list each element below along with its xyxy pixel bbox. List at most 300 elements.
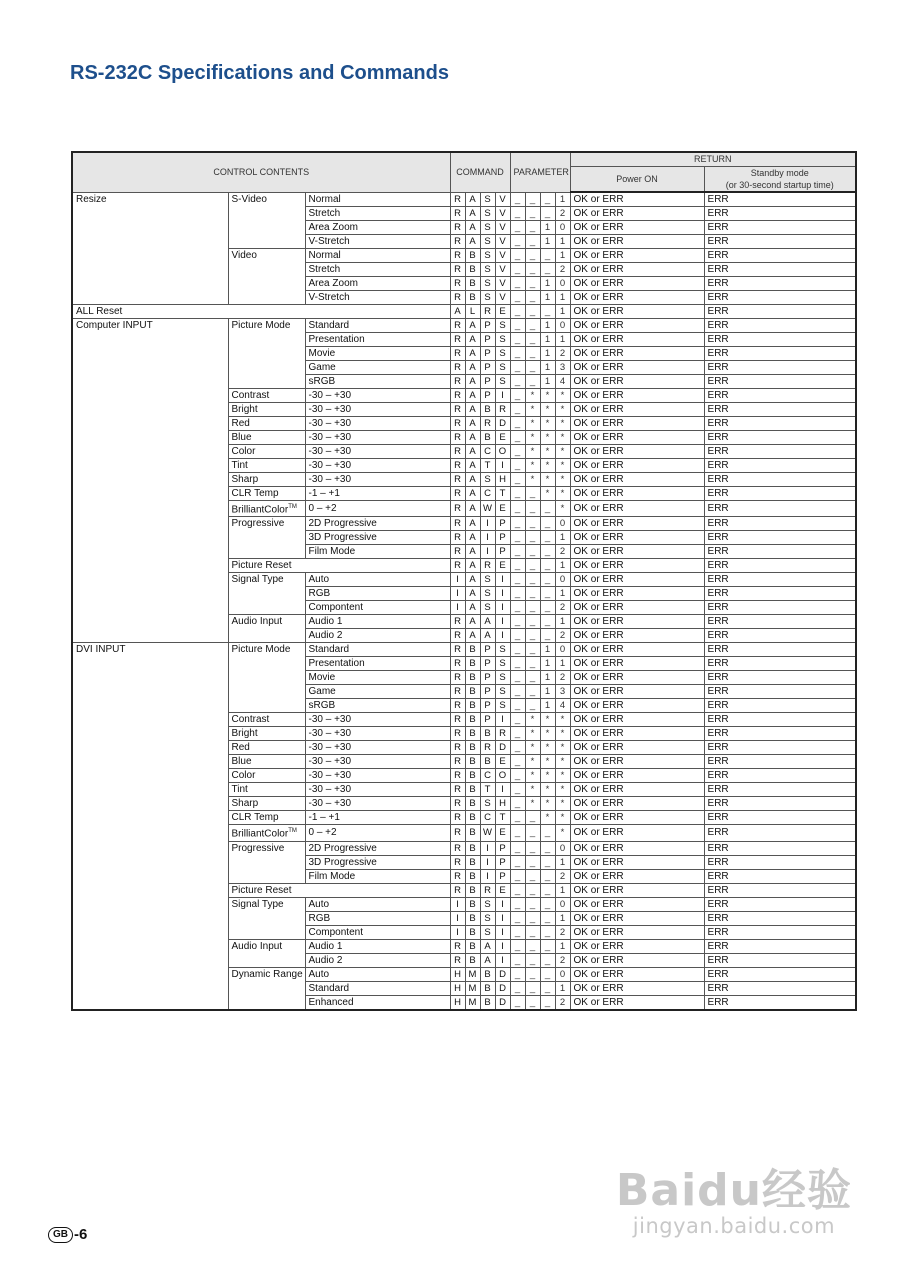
- return-power-on: OK or ERR: [570, 825, 704, 841]
- item-label: -30 – +30: [305, 473, 450, 487]
- sub-label-text: Contrast: [231, 390, 270, 401]
- return-power-on: OK or ERR: [570, 869, 704, 883]
- item-label: Audio 1: [305, 939, 450, 953]
- item-label: Stretch: [305, 263, 450, 277]
- command-char: S: [480, 797, 495, 811]
- parameter-char: _: [510, 967, 525, 981]
- command-char: B: [480, 967, 495, 981]
- command-char: S: [480, 925, 495, 939]
- parameter-char: _: [525, 333, 540, 347]
- command-char: W: [480, 501, 495, 517]
- parameter-char: 1: [555, 559, 570, 573]
- return-standby: ERR: [704, 911, 856, 925]
- return-power-on: OK or ERR: [570, 431, 704, 445]
- return-standby: ERR: [704, 939, 856, 953]
- command-char: V: [495, 277, 510, 291]
- parameter-char: _: [540, 939, 555, 953]
- return-standby: ERR: [704, 263, 856, 277]
- command-char: R: [450, 291, 465, 305]
- parameter-char: _: [510, 855, 525, 869]
- return-power-on: OK or ERR: [570, 361, 704, 375]
- parameter-char: _: [525, 855, 540, 869]
- command-char: S: [480, 235, 495, 249]
- parameter-char: *: [540, 811, 555, 825]
- return-power-on: OK or ERR: [570, 473, 704, 487]
- command-char: A: [480, 939, 495, 953]
- parameter-char: _: [525, 221, 540, 235]
- parameter-char: _: [510, 417, 525, 431]
- item-label: RGB: [305, 587, 450, 601]
- command-char: V: [495, 263, 510, 277]
- item-label: Movie: [305, 347, 450, 361]
- item-label: Audio 1: [305, 615, 450, 629]
- return-standby: ERR: [704, 403, 856, 417]
- command-char: R: [450, 221, 465, 235]
- parameter-char: *: [540, 727, 555, 741]
- command-char: R: [450, 769, 465, 783]
- sub-label-text: Red: [231, 418, 250, 429]
- parameter-char: *: [525, 713, 540, 727]
- sub-label: [228, 473, 305, 487]
- parameter-char: _: [510, 531, 525, 545]
- header-parameter: PARAMETER: [510, 152, 570, 192]
- command-char: R: [450, 741, 465, 755]
- parameter-char: _: [525, 531, 540, 545]
- parameter-char: 2: [555, 995, 570, 1010]
- parameter-char: 1: [555, 531, 570, 545]
- sub-label: [228, 431, 305, 445]
- command-char: I: [480, 841, 495, 855]
- parameter-char: _: [525, 501, 540, 517]
- return-standby: ERR: [704, 487, 856, 501]
- parameter-char: *: [540, 459, 555, 473]
- sub-label-text: Bright: [231, 728, 258, 740]
- command-char: R: [480, 417, 495, 431]
- command-char: B: [480, 431, 495, 445]
- command-char: P: [495, 545, 510, 559]
- item-label: Presentation: [305, 333, 450, 347]
- parameter-char: _: [510, 869, 525, 883]
- parameter-char: _: [525, 587, 540, 601]
- return-standby: ERR: [704, 897, 856, 911]
- parameter-char: *: [540, 431, 555, 445]
- command-char: B: [480, 995, 495, 1010]
- parameter-char: *: [540, 713, 555, 727]
- return-standby: ERR: [704, 797, 856, 811]
- sub-label-text: Signal Type: [231, 574, 284, 586]
- command-char: B: [465, 699, 480, 713]
- return-standby: ERR: [704, 531, 856, 545]
- parameter-char: _: [525, 981, 540, 995]
- command-char: I: [495, 939, 510, 953]
- sub-label-text: BrilliantColor: [231, 504, 289, 516]
- command-char: R: [495, 403, 510, 417]
- command-char: R: [450, 713, 465, 727]
- return-power-on: OK or ERR: [570, 587, 704, 601]
- sub-label-text: CLR Temp: [231, 812, 279, 824]
- item-label: Area Zoom: [305, 221, 450, 235]
- parameter-char: _: [525, 685, 540, 699]
- command-char: T: [480, 783, 495, 797]
- parameter-char: _: [540, 559, 555, 573]
- command-char: B: [465, 671, 480, 685]
- parameter-char: _: [525, 559, 540, 573]
- sub-label: [228, 643, 305, 713]
- sub-label-text: Red: [231, 742, 250, 754]
- command-char: R: [450, 615, 465, 629]
- sub-label: [228, 403, 305, 417]
- parameter-char: _: [510, 897, 525, 911]
- parameter-char: _: [510, 841, 525, 855]
- command-char: R: [450, 417, 465, 431]
- group-label: DVI INPUT: [72, 643, 228, 1010]
- parameter-char: 4: [555, 699, 570, 713]
- parameter-char: _: [525, 573, 540, 587]
- return-power-on: OK or ERR: [570, 319, 704, 333]
- item-label: 2D Progressive: [305, 841, 450, 855]
- parameter-char: _: [540, 573, 555, 587]
- parameter-char: _: [510, 911, 525, 925]
- parameter-char: *: [525, 389, 540, 403]
- parameter-char: _: [525, 615, 540, 629]
- parameter-char: _: [540, 911, 555, 925]
- return-standby: ERR: [704, 869, 856, 883]
- group-label: Resize: [72, 192, 228, 305]
- parameter-char: 1: [540, 221, 555, 235]
- parameter-char: 0: [555, 967, 570, 981]
- parameter-char: 1: [540, 671, 555, 685]
- return-power-on: OK or ERR: [570, 291, 704, 305]
- parameter-char: *: [555, 445, 570, 459]
- return-standby: ERR: [704, 319, 856, 333]
- sub-label-text: Picture Mode: [231, 644, 291, 656]
- command-char: A: [480, 615, 495, 629]
- sub-label-text: Video: [231, 250, 257, 261]
- return-power-on: OK or ERR: [570, 235, 704, 249]
- return-power-on: OK or ERR: [570, 545, 704, 559]
- parameter-char: *: [555, 487, 570, 501]
- sub-label-text: Dynamic Range: [231, 968, 303, 980]
- command-char: I: [480, 869, 495, 883]
- command-char: I: [495, 713, 510, 727]
- parameter-char: _: [510, 277, 525, 291]
- command-char: I: [495, 615, 510, 629]
- parameter-char: 2: [555, 545, 570, 559]
- item-label: -30 – +30: [305, 769, 450, 783]
- command-char: B: [465, 825, 480, 841]
- return-standby: ERR: [704, 783, 856, 797]
- return-power-on: OK or ERR: [570, 375, 704, 389]
- parameter-char: _: [510, 487, 525, 501]
- command-char: M: [465, 995, 480, 1010]
- command-char: I: [495, 629, 510, 643]
- group-label: ALL Reset: [72, 305, 450, 319]
- parameter-char: _: [510, 883, 525, 897]
- item-label: Audio 2: [305, 953, 450, 967]
- parameter-char: *: [525, 741, 540, 755]
- return-standby: ERR: [704, 375, 856, 389]
- command-char: C: [480, 487, 495, 501]
- parameter-char: _: [540, 855, 555, 869]
- command-char: M: [465, 981, 480, 995]
- group-label: Computer INPUT: [72, 319, 228, 643]
- parameter-char: _: [510, 925, 525, 939]
- sub-label: [228, 417, 305, 431]
- sub-label-text: S-Video: [231, 193, 267, 205]
- command-char: E: [495, 883, 510, 897]
- parameter-char: 1: [555, 883, 570, 897]
- parameter-char: 0: [555, 841, 570, 855]
- parameter-char: _: [510, 939, 525, 953]
- sub-label: [228, 615, 305, 643]
- parameter-char: _: [540, 981, 555, 995]
- item-label: 0 – +2: [305, 825, 450, 841]
- command-char: R: [450, 531, 465, 545]
- item-label: Standard: [305, 319, 450, 333]
- command-char: S: [480, 221, 495, 235]
- parameter-char: *: [555, 473, 570, 487]
- command-char: B: [465, 249, 480, 263]
- command-char: I: [495, 911, 510, 925]
- parameter-char: 1: [555, 939, 570, 953]
- sub-label-text: Progressive: [231, 518, 285, 530]
- parameter-char: _: [510, 501, 525, 517]
- sub-label-text: Sharp: [231, 474, 259, 485]
- command-char: A: [465, 389, 480, 403]
- sub-label-text: Bright: [231, 404, 258, 415]
- parameter-char: _: [525, 277, 540, 291]
- parameter-char: _: [510, 545, 525, 559]
- parameter-char: _: [525, 487, 540, 501]
- command-char: R: [450, 685, 465, 699]
- parameter-char: *: [525, 403, 540, 417]
- return-power-on: OK or ERR: [570, 559, 704, 573]
- sub-label: [228, 741, 305, 755]
- item-label: Presentation: [305, 657, 450, 671]
- return-standby: ERR: [704, 235, 856, 249]
- command-char: B: [465, 897, 480, 911]
- parameter-char: *: [540, 487, 555, 501]
- command-char: R: [450, 643, 465, 657]
- command-char: A: [465, 207, 480, 221]
- parameter-char: _: [525, 263, 540, 277]
- return-power-on: OK or ERR: [570, 855, 704, 869]
- command-char: H: [450, 967, 465, 981]
- parameter-char: _: [510, 685, 525, 699]
- command-char: S: [480, 911, 495, 925]
- parameter-char: _: [510, 783, 525, 797]
- parameter-char: 2: [555, 953, 570, 967]
- parameter-char: *: [525, 769, 540, 783]
- command-char: O: [495, 445, 510, 459]
- table-body: [72, 192, 856, 1010]
- return-power-on: OK or ERR: [570, 995, 704, 1010]
- parameter-char: *: [525, 459, 540, 473]
- parameter-char: _: [540, 501, 555, 517]
- item-label: Movie: [305, 671, 450, 685]
- parameter-char: _: [510, 587, 525, 601]
- return-standby: ERR: [704, 473, 856, 487]
- command-char: B: [465, 953, 480, 967]
- return-power-on: OK or ERR: [570, 459, 704, 473]
- parameter-char: _: [510, 445, 525, 459]
- return-standby: ERR: [704, 545, 856, 559]
- parameter-char: 1: [555, 305, 570, 319]
- parameter-char: _: [540, 305, 555, 319]
- parameter-char: *: [555, 727, 570, 741]
- command-char: S: [480, 601, 495, 615]
- parameter-char: _: [510, 459, 525, 473]
- item-label: 2D Progressive: [305, 517, 450, 531]
- parameter-char: _: [525, 361, 540, 375]
- sub-label: [228, 939, 305, 967]
- return-power-on: OK or ERR: [570, 939, 704, 953]
- return-power-on: OK or ERR: [570, 713, 704, 727]
- command-char: R: [450, 263, 465, 277]
- return-standby: ERR: [704, 389, 856, 403]
- item-label: -30 – +30: [305, 783, 450, 797]
- command-char: T: [495, 811, 510, 825]
- command-char: P: [480, 319, 495, 333]
- command-char: H: [450, 995, 465, 1010]
- parameter-char: _: [525, 869, 540, 883]
- return-power-on: OK or ERR: [570, 277, 704, 291]
- return-standby: ERR: [704, 291, 856, 305]
- command-char: A: [465, 431, 480, 445]
- command-char: I: [450, 925, 465, 939]
- sub-label: [228, 459, 305, 473]
- return-standby: ERR: [704, 713, 856, 727]
- parameter-char: *: [525, 797, 540, 811]
- parameter-char: _: [525, 671, 540, 685]
- return-power-on: OK or ERR: [570, 573, 704, 587]
- command-char: R: [480, 305, 495, 319]
- parameter-char: _: [540, 897, 555, 911]
- item-label: -30 – +30: [305, 713, 450, 727]
- command-char: B: [465, 783, 480, 797]
- parameter-char: _: [540, 545, 555, 559]
- return-power-on: OK or ERR: [570, 517, 704, 531]
- command-char: I: [495, 897, 510, 911]
- return-standby: ERR: [704, 192, 856, 207]
- parameter-char: 1: [540, 685, 555, 699]
- command-char: R: [450, 375, 465, 389]
- sub-label-text: Signal Type: [231, 898, 284, 910]
- sub-label-text: Audio Input: [231, 616, 283, 628]
- parameter-char: 2: [555, 869, 570, 883]
- command-char: B: [480, 727, 495, 741]
- return-power-on: OK or ERR: [570, 389, 704, 403]
- parameter-char: _: [525, 517, 540, 531]
- command-char: B: [465, 925, 480, 939]
- command-char: A: [480, 629, 495, 643]
- return-standby: ERR: [704, 671, 856, 685]
- command-char: C: [480, 811, 495, 825]
- return-power-on: OK or ERR: [570, 445, 704, 459]
- parameter-char: _: [525, 699, 540, 713]
- parameter-char: *: [555, 755, 570, 769]
- return-standby: ERR: [704, 629, 856, 643]
- return-standby: ERR: [704, 305, 856, 319]
- parameter-char: 1: [540, 347, 555, 361]
- return-power-on: OK or ERR: [570, 192, 704, 207]
- parameter-char: _: [510, 629, 525, 643]
- command-char: R: [450, 445, 465, 459]
- command-char: P: [480, 713, 495, 727]
- return-power-on: OK or ERR: [570, 403, 704, 417]
- item-label: V-Stretch: [305, 291, 450, 305]
- sub-label: [228, 841, 305, 883]
- watermark-url: jingyan.baidu.com: [632, 1214, 836, 1238]
- item-label: Enhanced: [305, 995, 450, 1010]
- gb-badge: GB: [48, 1227, 73, 1243]
- parameter-char: 2: [555, 207, 570, 221]
- parameter-char: 0: [555, 897, 570, 911]
- command-char: D: [495, 417, 510, 431]
- command-char: R: [450, 953, 465, 967]
- parameter-char: _: [510, 221, 525, 235]
- return-power-on: OK or ERR: [570, 897, 704, 911]
- parameter-char: _: [525, 235, 540, 249]
- command-char: B: [480, 403, 495, 417]
- parameter-char: 1: [555, 855, 570, 869]
- sub-label-text: CLR Temp: [231, 488, 279, 499]
- parameter-char: _: [510, 389, 525, 403]
- parameter-char: 1: [540, 277, 555, 291]
- command-char: I: [495, 925, 510, 939]
- parameter-char: *: [540, 797, 555, 811]
- parameter-char: *: [540, 755, 555, 769]
- command-char: S: [480, 249, 495, 263]
- item-label: Auto: [305, 573, 450, 587]
- command-char: O: [495, 769, 510, 783]
- command-char: A: [465, 459, 480, 473]
- parameter-char: 3: [555, 685, 570, 699]
- item-label: Compontent: [305, 925, 450, 939]
- parameter-char: 2: [555, 601, 570, 615]
- command-char: S: [480, 897, 495, 911]
- command-char: B: [480, 755, 495, 769]
- header-standby-line2: (or 30-second startup time): [725, 180, 834, 190]
- item-label: -30 – +30: [305, 431, 450, 445]
- command-char: S: [480, 277, 495, 291]
- parameter-char: _: [540, 967, 555, 981]
- command-char: V: [495, 249, 510, 263]
- return-standby: ERR: [704, 825, 856, 841]
- item-label: V-Stretch: [305, 235, 450, 249]
- parameter-char: _: [525, 911, 540, 925]
- command-char: S: [495, 319, 510, 333]
- item-label: RGB: [305, 911, 450, 925]
- command-char: E: [495, 501, 510, 517]
- command-char: R: [450, 333, 465, 347]
- command-char: S: [495, 347, 510, 361]
- item-label: -30 – +30: [305, 389, 450, 403]
- return-standby: ERR: [704, 811, 856, 825]
- sub-label: [228, 517, 305, 559]
- return-power-on: OK or ERR: [570, 727, 704, 741]
- return-standby: ERR: [704, 459, 856, 473]
- rs232c-command-table: [71, 151, 857, 1011]
- parameter-char: 1: [540, 235, 555, 249]
- parameter-char: _: [510, 769, 525, 783]
- item-label: 0 – +2: [305, 501, 450, 517]
- parameter-char: *: [525, 417, 540, 431]
- parameter-char: _: [525, 319, 540, 333]
- command-char: B: [465, 841, 480, 855]
- command-char: R: [450, 811, 465, 825]
- command-char: E: [495, 559, 510, 573]
